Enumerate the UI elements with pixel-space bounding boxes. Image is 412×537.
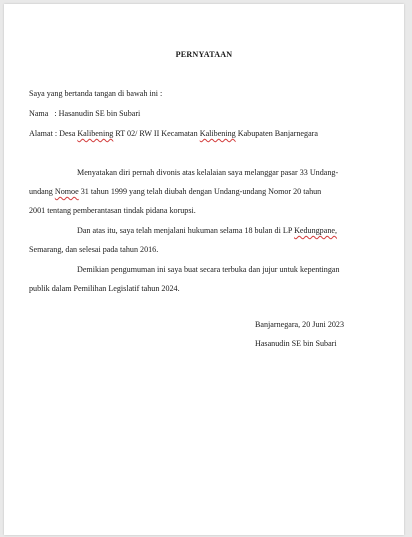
p2-line1-start: Dan atas itu, saya telah menjalani hukuman selama 18 bulan di LP (77, 226, 295, 235)
paragraph-1-line-3: 2001 tentang pemberantasan tindak pidana korupsi. (29, 206, 196, 215)
alamat-middle: RT 02/ RW II Kecamatan (113, 129, 200, 138)
document-page (4, 4, 404, 535)
p1-line2-end: 31 tahun 1999 yang telah diubah dengan Undang-undang Nomor 20 tahun (78, 187, 322, 196)
alamat-prefix: Alamat : Desa (29, 129, 78, 138)
paragraph-3-line-2: publik dalam Pemilihan Legislatif tahun 2024. (29, 284, 180, 293)
paragraph-2-line-1 (77, 227, 337, 235)
p1-nomoe-word: Nomoe (54, 187, 79, 196)
intro-line: Saya yang bertanda tangan di bawah ini : (29, 89, 163, 98)
alamat-kalibening-1: Kalibening (77, 129, 114, 138)
paragraph-1-line-1: Menyatakan diri pernah divonis atas kelalaian saya melanggar pasar 33 Undang- (77, 168, 339, 177)
paragraph-1-line-2 (29, 188, 321, 196)
alamat-line (29, 130, 318, 138)
nama-line: Nama : Hasanudin SE bin Subari (29, 109, 141, 118)
signature-place-date: Banjarnegara, 20 Juni 2023 (255, 320, 345, 329)
alamat-kalibening-2: Kalibening (199, 129, 236, 138)
document-title: PERNYATAAN (175, 50, 233, 59)
signature-name: Hasanudin SE bin Subari (255, 339, 337, 348)
p2-kedungpane-word: Kedungpane, (294, 226, 337, 235)
alamat-suffix: Kabupaten Banjarnegara (235, 129, 318, 138)
p1-line2-start: undang (29, 187, 55, 196)
paragraph-3-line-1: Demikian pengumuman ini saya buat secara terbuka dan jujur untuk kepentingan (77, 265, 340, 274)
paragraph-2-line-2: Semarang, dan selesai pada tahun 2016. (29, 245, 159, 254)
